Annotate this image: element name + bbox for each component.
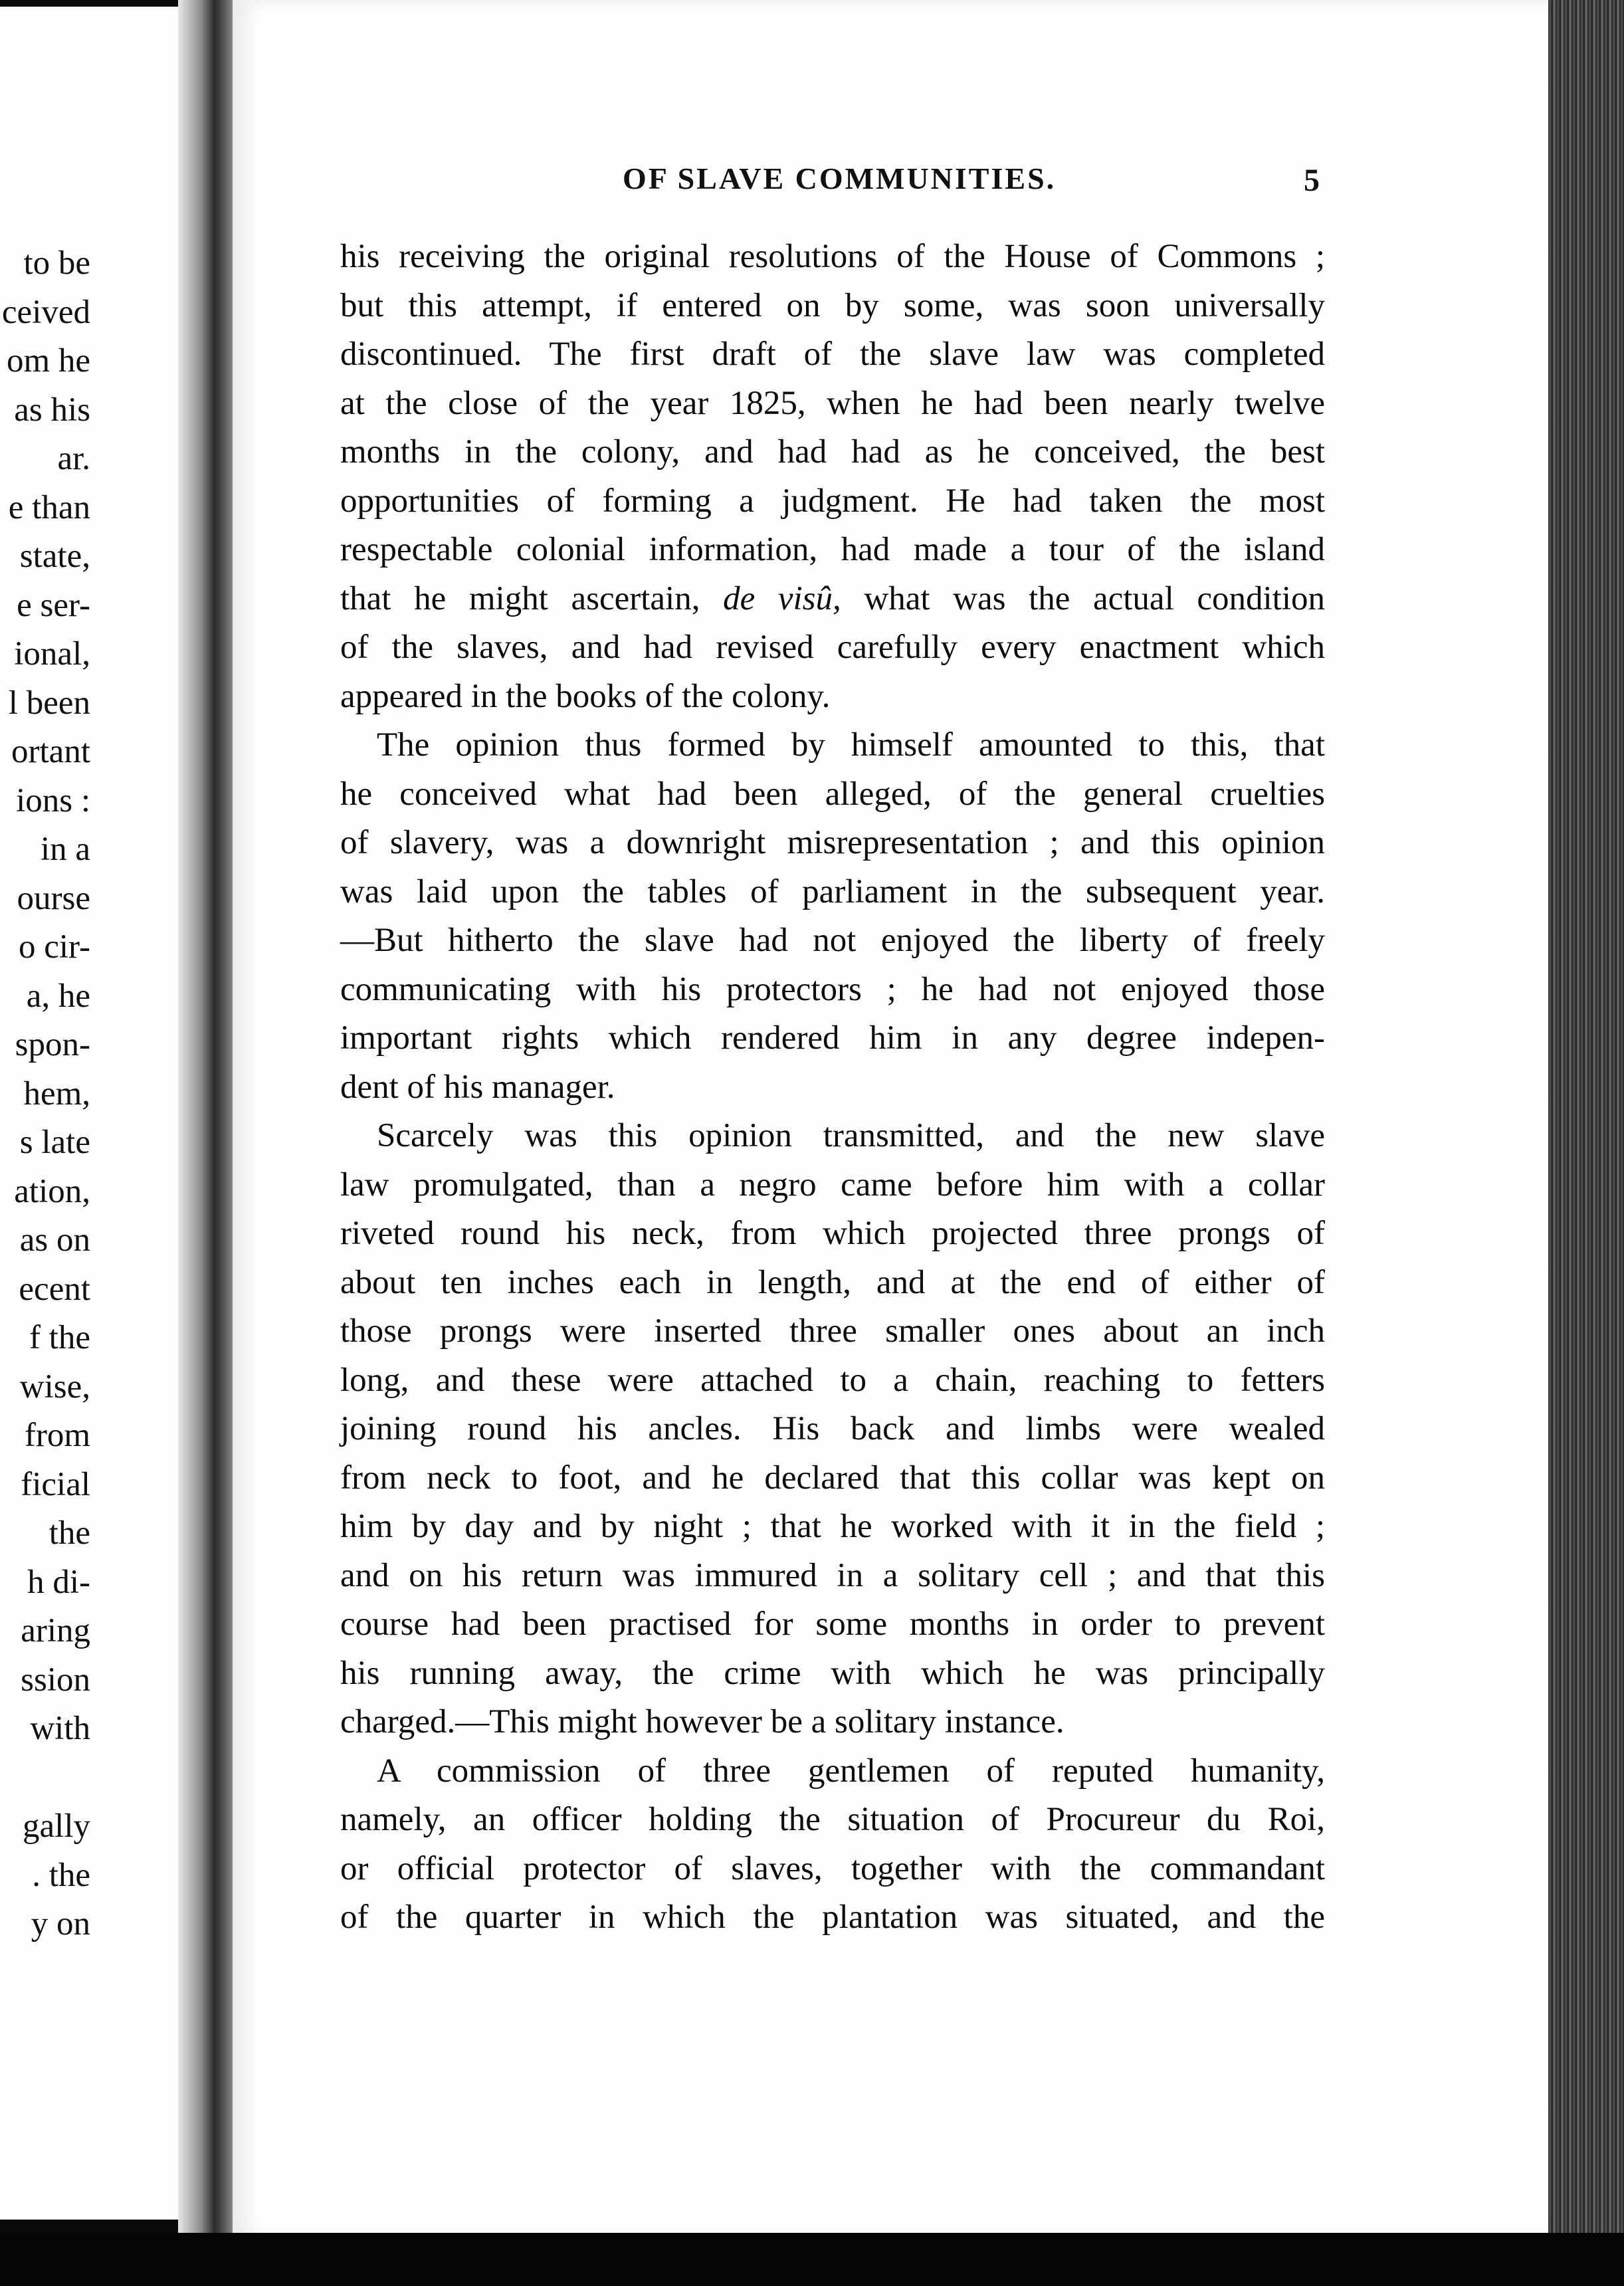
text-line: course had been practised for some months in order to prevent: [340, 1606, 1325, 1643]
facing-page-line: in a: [40, 831, 90, 868]
text-line: opportunities of forming a judgment. He had taken the most: [340, 482, 1325, 520]
text-line: and on his return was immured in a solitary cell ; and that this: [340, 1556, 1325, 1594]
facing-page-line: o cir-: [18, 928, 90, 966]
facing-page-line: om he: [6, 342, 90, 379]
text-line: of the quarter in which the plantation was situated, and the: [340, 1899, 1325, 1936]
facing-page-text: [2, 239, 90, 1949]
text-line: or official protector of slaves, together with the commandant: [340, 1849, 1325, 1887]
text-line: of slavery, was a downright misrepresentation ; and this opinion: [340, 824, 1325, 861]
facing-page-line: gally: [23, 1808, 90, 1845]
text-line: Scarcely was this opinion transmitted, and the new slave: [377, 1117, 1325, 1154]
text-line: him by day and by night ; that he worked with it in the field ;: [340, 1508, 1325, 1545]
facing-page-line: y on: [31, 1905, 90, 1942]
text-line: appeared in the books of the colony.: [340, 677, 831, 715]
facing-page-line: e than: [8, 488, 90, 526]
facing-page-line: l been: [8, 684, 90, 722]
facing-page-line: ortant: [11, 733, 90, 770]
page-edges: [1548, 0, 1624, 2246]
facing-page-line: h di-: [27, 1563, 90, 1601]
paragraph-1: [340, 233, 1325, 721]
text-line: The opinion thus formed by himself amounted to this, that: [377, 726, 1325, 764]
running-head: OF SLAVE COMMUNITIES.: [623, 161, 1057, 195]
text-line: from neck to foot, and he declared that this collar was kept on: [340, 1459, 1325, 1497]
paragraph-2: [340, 721, 1325, 1112]
text-line: about ten inches each in length, and at the end of either of: [340, 1263, 1325, 1301]
body-text: [340, 233, 1325, 1942]
text-line: was laid upon the tables of parliament in the subsequent year.: [340, 873, 1325, 910]
text-line: charged.—This might however be a solitary instance.: [340, 1703, 1065, 1740]
facing-page-line: ation,: [14, 1172, 90, 1210]
page-number: 5: [1304, 163, 1320, 198]
facing-page-line: e ser-: [17, 586, 90, 624]
facing-page-line: aring: [21, 1612, 90, 1649]
facing-page-line: f the: [29, 1319, 90, 1356]
facing-page-line: ar.: [57, 440, 90, 477]
text-line: namely, an officer holding the situation of Procureur du Roi,: [340, 1801, 1325, 1838]
facing-page-line: ceived: [1, 293, 90, 331]
scan-border: [0, 2233, 1624, 2286]
text-line: dent of his manager.: [340, 1068, 615, 1106]
facing-page-line: state,: [19, 538, 90, 575]
text-line: at the close of the year 1825, when he had been nearly twelve: [340, 384, 1325, 422]
text-line: those prongs were inserted three smaller ones about an inch: [340, 1312, 1325, 1350]
text-line: riveted round his neck, from which projected three prongs of: [340, 1215, 1325, 1252]
facing-page-line: as on: [19, 1221, 90, 1259]
text-line: but this attempt, if entered on by some, was soon universally: [340, 286, 1325, 324]
facing-page-line: ions :: [16, 781, 90, 819]
text-line: —But hitherto the slave had not enjoyed the liberty of freely: [340, 922, 1325, 959]
paragraph-3: [340, 1112, 1325, 1747]
facing-page-line: . the: [32, 1856, 90, 1894]
facing-page-line: [2, 1754, 90, 1803]
facing-page-line: ecent: [19, 1270, 90, 1308]
text-line: law promulgated, than a negro came before him with a collar: [340, 1166, 1325, 1203]
facing-page-line: ssion: [21, 1661, 90, 1699]
facing-page-line: with: [30, 1710, 90, 1747]
facing-page-line: hem,: [23, 1075, 90, 1112]
facing-page-line: spon-: [15, 1026, 90, 1063]
facing-page-line: a, he: [26, 977, 90, 1015]
text-line: months in the colony, and had had as he conceived, the best: [340, 433, 1325, 470]
text-line: long, and these were attached to a chain, reaching to fetters: [340, 1361, 1325, 1399]
text-line: of the slaves, and had revised carefully every enactment which: [340, 629, 1325, 666]
facing-page-line: to be: [23, 245, 90, 282]
text-line: A commission of three gentlemen of reputed humanity,: [377, 1752, 1325, 1790]
facing-page-line: ourse: [17, 879, 90, 917]
text-line: he conceived what had been alleged, of the general cruelties: [340, 775, 1325, 813]
facing-page: [0, 7, 193, 2220]
facing-page-line: ficial: [21, 1465, 90, 1503]
text-line: discontinued. The first draft of the slave law was completed: [340, 336, 1325, 373]
paragraph-4: [340, 1747, 1325, 1942]
text-line: important rights which rendered him in any degree indepen-: [340, 1019, 1325, 1057]
facing-page-line: s late: [19, 1124, 90, 1161]
text-segment: that he might ascertain,: [340, 579, 700, 617]
italic-phrase: de visû,: [723, 579, 841, 617]
text-line: his running away, the crime with which he was principally: [340, 1654, 1325, 1692]
facing-page-line: as his: [14, 391, 90, 429]
text-line: respectable colonial information, had made a tour of the island: [340, 531, 1325, 568]
facing-page-line: the: [49, 1514, 90, 1552]
text-line: joining round his ancles. His back and limbs were wealed: [340, 1410, 1325, 1447]
facing-page-line: ional,: [14, 635, 90, 673]
facing-page-line: wise,: [19, 1368, 90, 1405]
text-line: [340, 575, 1325, 624]
text-segment: what was the actual condition: [864, 579, 1326, 617]
text-line: his receiving the original resolutions of the House of Commons ;: [340, 238, 1325, 275]
text-line: communicating with his protectors ; he had not enjoyed those: [340, 970, 1325, 1008]
facing-page-line: from: [24, 1417, 90, 1454]
